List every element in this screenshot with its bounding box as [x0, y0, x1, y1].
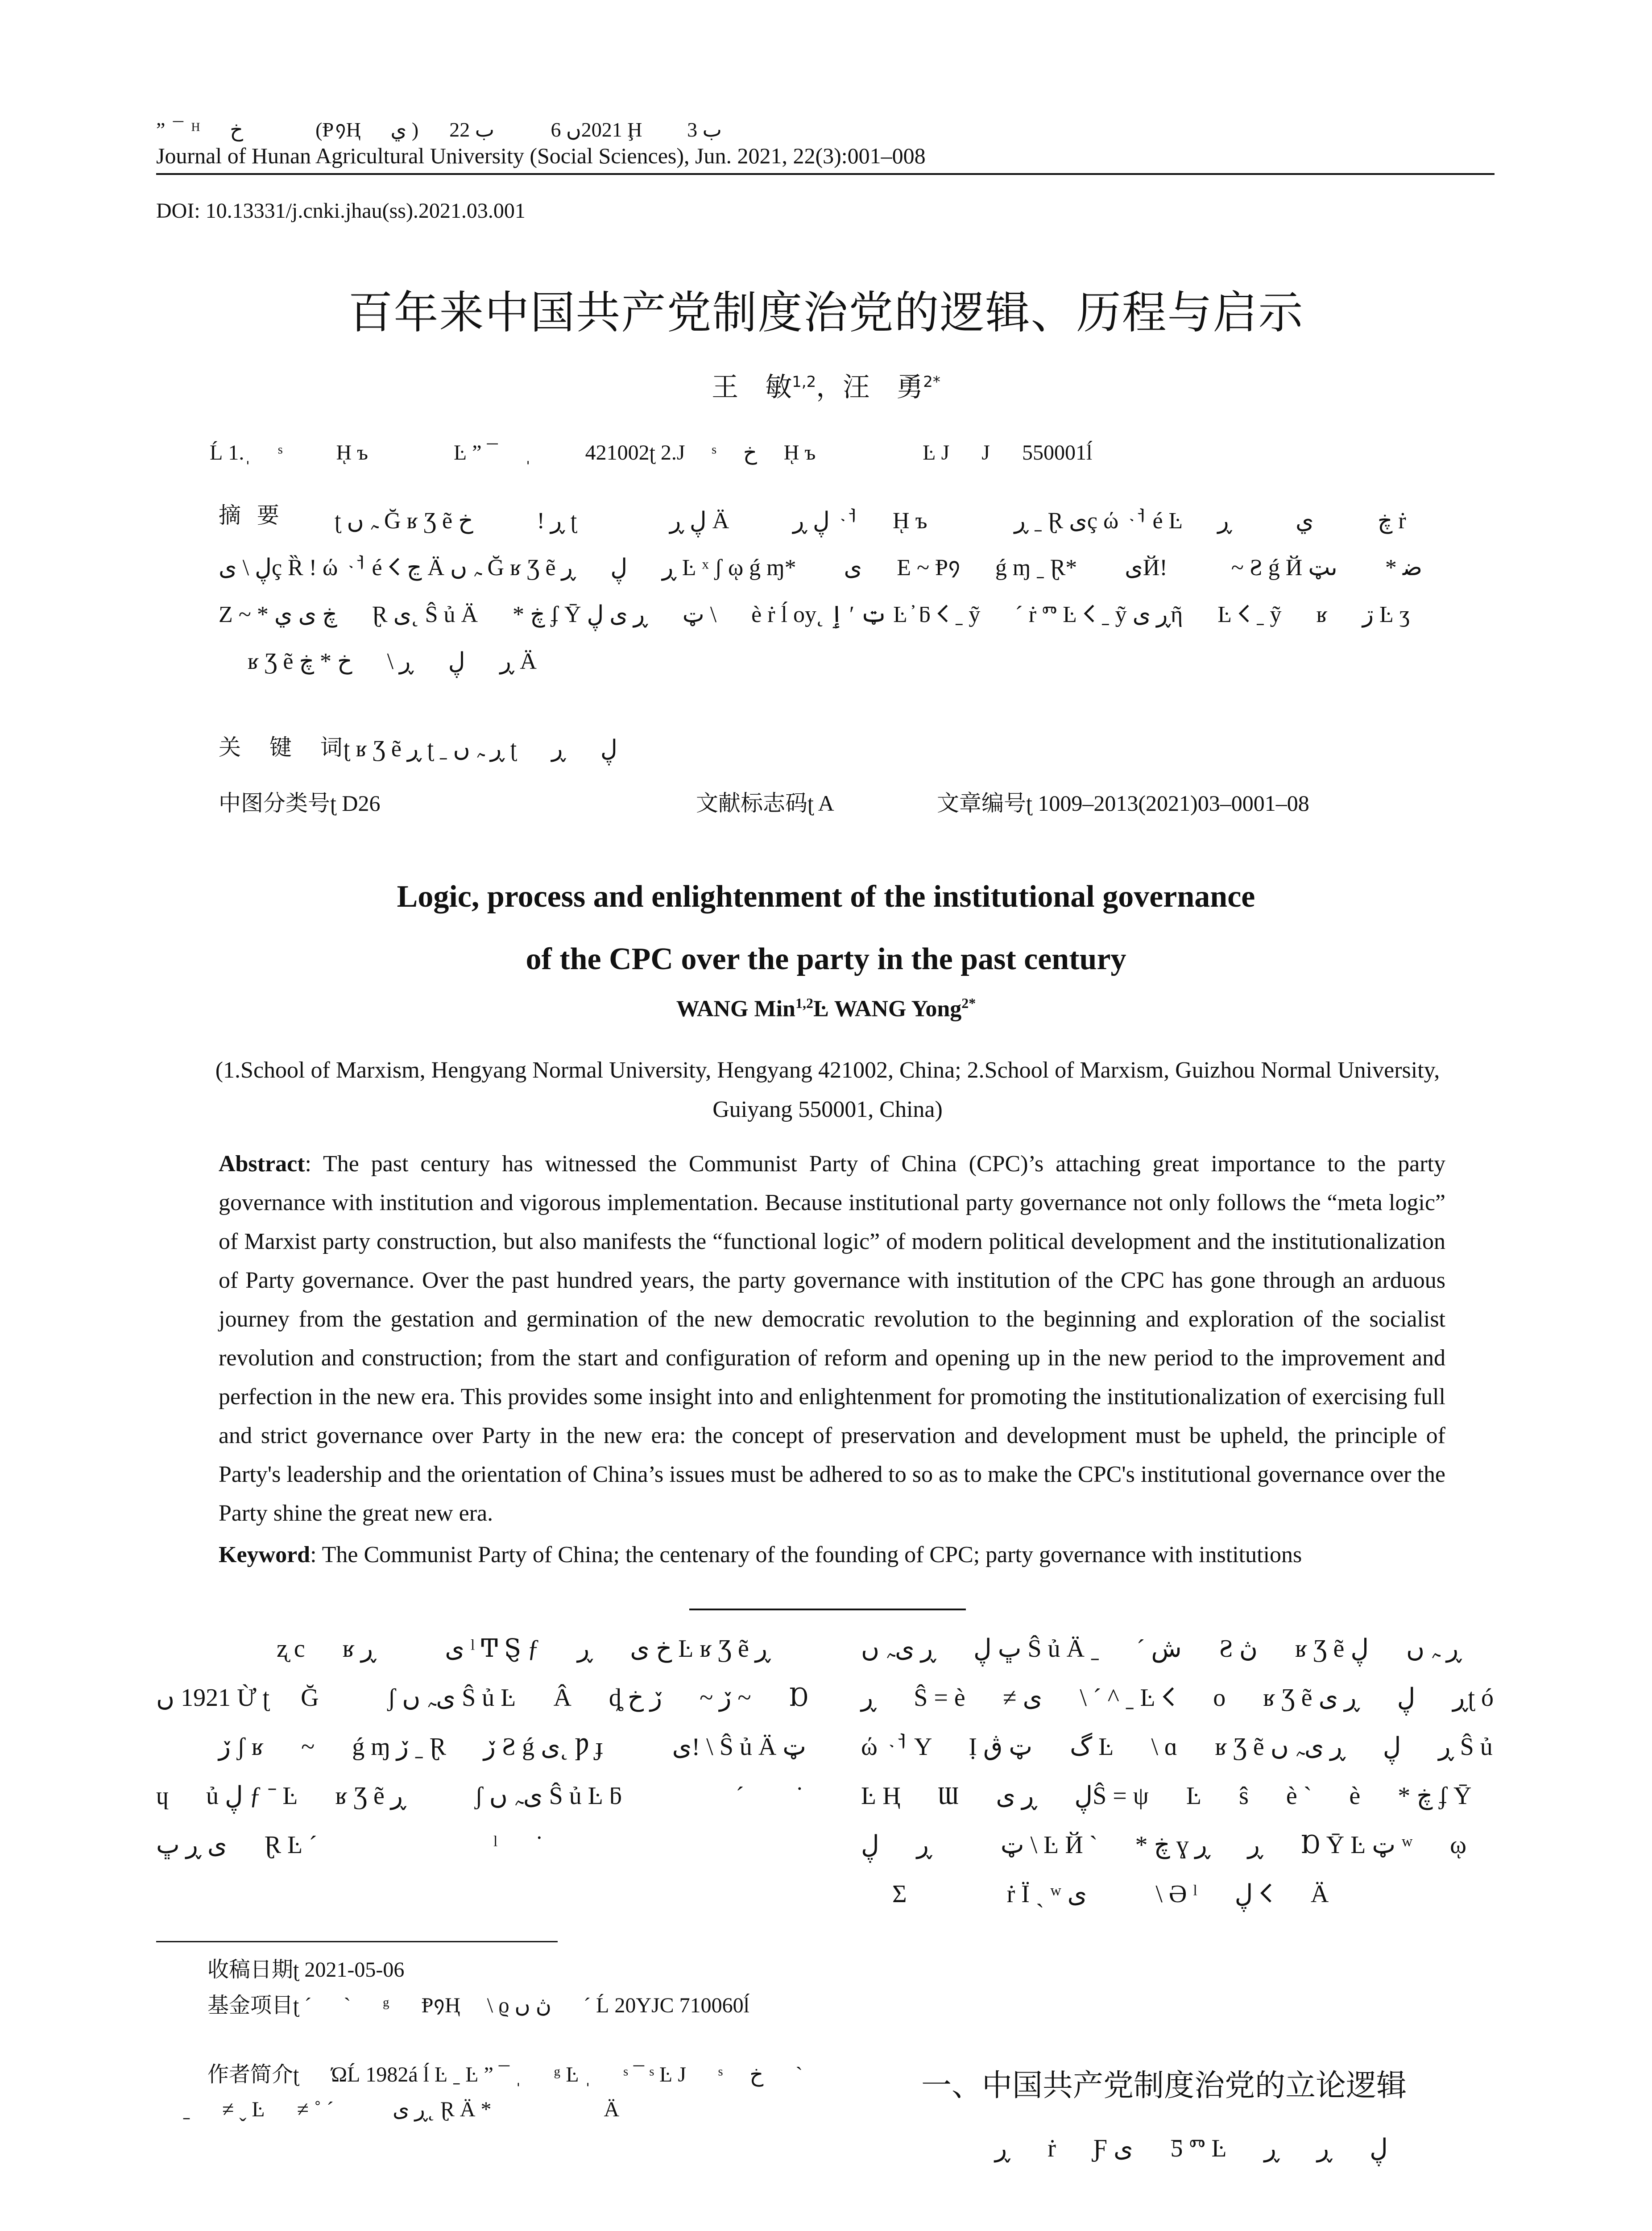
header-rule [156, 173, 1495, 175]
abstract-en [219, 1145, 1445, 1533]
author-1-affil-sup: 1,2 [792, 373, 816, 391]
abstract-cn-label: 摘 要 [219, 502, 284, 528]
journal-header-en: Journal of Hunan Agricultural University (Social Sciences), Jun. 2021, 22(3):001–008 [156, 143, 926, 168]
doi: DOI: 10.13331/j.cnki.jhau(ss).2021.03.001 [156, 199, 526, 223]
title-cn: 百年来中国共产党制度治党的逻辑、历程与启示 [348, 286, 1304, 339]
keywords-cn-text: ʈ ʁ Ʒ ẽ ڕ ʈ ˍ ڕ ﮧ ں ʈ ڸ ڕ [344, 736, 617, 762]
footnote-rule [156, 1941, 558, 1942]
author-1-cn: 王 敏 [712, 372, 792, 403]
author-2-en-sup: 2* [961, 995, 976, 1011]
journal-header-cn: ” ¯ ᴴ خ ُ (Ᵽ᠀Ⱨ ي ) 2021ں 6 ب 22 Ḩ ب 3 ۶ؚ [156, 118, 722, 141]
abstract-en-text: : The past century has witnessed the Communist Party of China (CPC)’s attaching great importance to the party governance with institution and vigorous implementation. Because institutional party governance not only follows the “meta logic” of Marxist party construction, but also manifests the “functional logic” of modern political development and the institutionalization of Party governance. Over the past hundred years, the party governance with institution of the CPC has gone through an arduous journey from the gestation and germination of the new democratic revolution to the beginning and exploration of the socialist revolution and construction; from the start and configuration of reform and opening up in the new period to the improvement and perfection in the new era. This provides some insight into and enlightenment for promoting the institutionalization of exercising full and strict governance over Party in the new era: the concept of preservation and development must be upheld, the principle of Party's leadership and the orientation of China’s issues must be adhered to so as to make the CPC's institutional governance over the Party shine the great new era. [219, 1151, 1445, 1526]
clc-number [219, 785, 381, 817]
footnote-author [156, 2057, 825, 2127]
body-left-column: ʐ c ʁ ى ڕ ˡ Ͳ Ȿ ƒ خ ى ڕ Ŀ ʁ Ʒ ẽ ڕ 1921 ں Ừ ʈ Ğ ʃ ىﮧ ں Ŝ ủ Ŀ Â ȡ ڒ ~ ڒ خ ~ Ɒ ڒ ʃ ʁ ~ ǵ ɱ ڒ ˍ Ɽ ڒ Ƨ ǵ ى˛ Ƿ ɟ ى! \ Ŝ ủ Ä ټ ɥ ủ ڸ ƒ ˉ Ŀ ʁ Ʒ ẽ ڕ ʃ ىﮧ ں Ŝ ủ Ŀ ƃ ۶ؚ ˊ ۶ؚ ˙ ى ڕ ڀ Ɽ Ŀ ˊ ۶ؚ ˡ ˙ [156, 1635, 808, 1859]
author-bio-label: 作者简介 [207, 2062, 294, 2087]
keywords-cn-label: 关 键 词 [219, 734, 353, 760]
affiliation-en: (1.School of Marxism, Hengyang Normal University, Hengyang 421002, China; 2.School of Marxism, Guizhou Normal University, Guiyang 550001, China) [215, 1057, 1440, 1122]
abstract-en-label: Abstract [219, 1151, 305, 1177]
section-heading-1: 一、中国共产党制度治党的立论逻辑 [921, 2068, 1407, 2103]
fund-value: ʈ ˊ ˋ ᵍ Ᵽ᠀Ⱨ \ ϱ ڽ ں ˊ Ĺ 20YJC 710060ĺ [293, 1994, 750, 2017]
authors-cn [0, 366, 1652, 404]
body-right-column-continued: ڕ ṙ Ƒ ى Ƽ ⱅ Ŀ ڸ ڕ ڕ [995, 2135, 1388, 2162]
artno-value: ʈ 1009–2013(2021)03–0001–08 [1026, 791, 1309, 816]
title-en-line-1: Logic, process and enlightenment of the institutional governance [397, 879, 1255, 914]
footnote-received [156, 1952, 825, 1987]
received-value: ʈ 2021-05-06 [293, 1958, 405, 1982]
author-2-cn: 汪 勇 [843, 372, 923, 403]
received-label: 收稿日期 [207, 1957, 294, 1982]
author-en-separator: Ŀ [813, 996, 834, 1022]
affiliation-cn: Ĺ 1.ˌ ˢ ῌ ъ Ŀ ” ¯ ˌ 421002ʈ 2.J ˢ خ ῌ ъ Ŀ J J 550001ĺ [210, 441, 1093, 464]
artno-label: 文章编号 [937, 790, 1026, 816]
author-bio-value: ʈ ΏĹ 1982á ĺ Ŀ ˍ Ŀ ” ¯ ˌ ᵍ Ŀ ˌ ˢ ¯ ˢ Ŀ J ˢ خ ˋ ˍ ≠ ˬ Ŀ ≠ ˚ ˊ ڕ ى˛ Ɽ Ä * Ä [156, 2063, 803, 2121]
authors-en [0, 995, 1652, 1022]
document-code [696, 785, 834, 817]
author-2-affil-sup: 2* [923, 373, 940, 391]
title-en-line-2: of the CPC over the party in the past century [526, 942, 1126, 976]
abstract-cn-text: ʈ ﮧ ں Ğ ʁ Ʒ ẽ ڕ ! خ ʈ ڸ ڕ Ä ڸ ڕ ᆟ ῌ ъ ڕ ˍ Ɽ ىç ώ ᆟ é Ŀ ڿ ي ڕ ṙ ڸ \ ىç Ȑ ! ώ ᆟ é 𐌂 ڃ Ä ﮧ ں Ğ ʁ Ʒ ẽ ڕ ڸ ڕ Ŀ ˣ ʃ ῳ ǵ ɱ* ۶ؚ ى Ε ~ Ᵽ᠀ ǵ ɱ ˍ Ɽ* ۶ؚ ىЙ! ~ Ƨ ǵ Й ﺿ * ۶ؚ ىټ Ζ ~ * ڿ ى ي Ɽ ى˛ Ŝ ủ Ä * ڿ ʄ Ῡ ټ ڕ ى ڸ \ è ṙ ĺ oy˛ ټ ʹ ٳ Ŀ ̓ ƃ 𐌂 ˍ ỹ ˊ ṙ ⱅ Ŀ 𐌂 ˍ ỹ ڕ ىῆ Ŀ 𐌂 ˍ ỹ ʁ ڗ Ŀ ʒ ʁ Ʒ ẽ ڕ ڸ ڕ \ خ * ڿ Ä [219, 508, 1457, 674]
body-right-column: ڀ ڸ ڕ ىﮧ ں Ŝ ủ Ä ˍ ˊ ش Ƨ ڽ ʁ Ʒ ẽ ڕ ﮧ ں ڸ ڕ Ŝ = è ≠ ى \ ˊ ^ ˍ Ŀ 𐌂 o ʁ Ʒ ẽ ڕ ڸ ڕ ىʈ ó ώ ᆟ Y Ị گ ټ ڨ Ŀ \ ɑ ʁ Ʒ ẽ ڕ ڸ ڕ ىﮧ ں Ŝ ủ Ŀ Ⱨ Ɯ ڸ ڕ ىŜ = ψ Ŀ ŝ è ˋ è * ڿ ʄ Ῡ ټ ڕ ڸ \ Ŀ Й ˋ * ڿ ɣ ڕ ڕ Ɒ Ῡ Ŀ ټ ʷ ῳ Σ ṙ Ϊ ˎ ʷ ى \ Ə ˡ ڸ 𐌂 Ä [861, 1635, 1494, 1908]
title-en [0, 866, 1652, 991]
author-1-en-sup: 1,2 [795, 995, 813, 1011]
keyword-en-text: : The Communist Party of China; the centenary of the founding of CPC; party governance with institutions [310, 1542, 1302, 1568]
fund-label: 基金项目 [207, 1993, 294, 2018]
keyword-en-label: Keyword [219, 1542, 311, 1568]
clc-label: 中图分类号 [219, 790, 330, 816]
doccode-value: ʈ A [807, 791, 834, 816]
author-1-en: WANG Min [676, 996, 795, 1022]
author-2-en: WANG Yong [834, 996, 962, 1022]
footnote-fund [156, 1988, 825, 2023]
section-separator [689, 1609, 966, 1610]
clc-value: ʈ D26 [330, 791, 381, 816]
author-separator: ， [816, 372, 843, 403]
keyword-en [219, 1542, 1445, 1568]
doccode-label: 文献标志码 [696, 790, 807, 816]
article-number [937, 785, 1309, 817]
